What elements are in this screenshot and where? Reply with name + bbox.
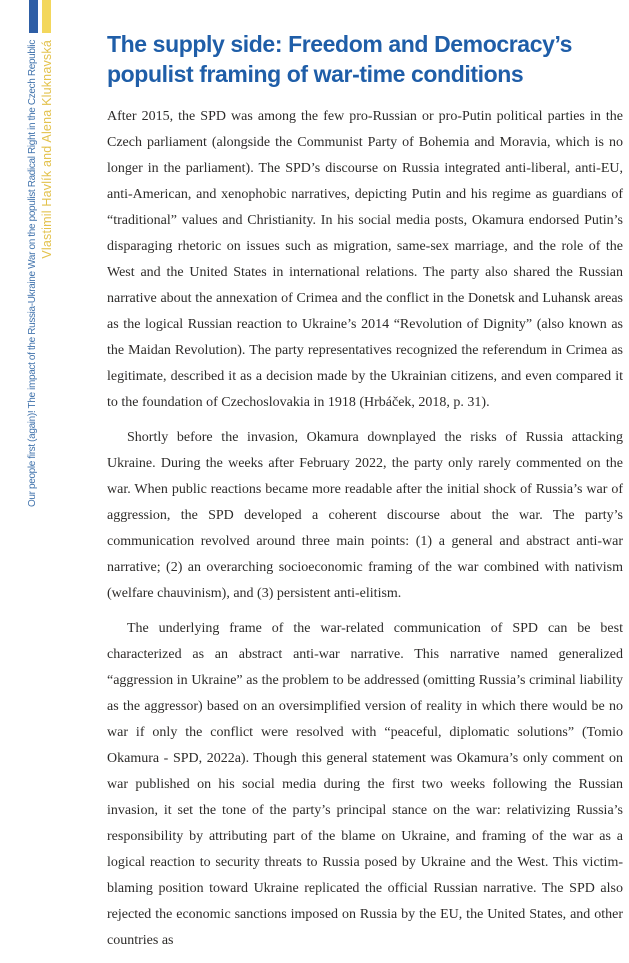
page-content [107,0,623,963]
running-header-title: Our people first (again)! The impact of the Russia-Ukraine War on the populist Radical Right in the Czech Republic [27,40,38,508]
section-title: The supply side: Freedom and Democracy’s populist framing of war-time conditions [107,31,573,87]
paragraph-1: After 2015, the SPD was among the few pro-Russian or pro-Putin political parties in the Czech parliament (alongside the Communist Party of Bohemia and Moravia, which is no longer in the parliament). The SPD’s discourse on Russia integrated anti-liberal, anti-EU, anti-American, and xenophobic narratives, depicting Putin and his regime as guardians of “traditional” values and Christianity. In his social media posts, Okamura endorsed Putin’s disparaging rhetoric on issues such as migration, same-sex marriage, and the role of the West and the United States in international relations. The party also shared the Russian narrative about the annexation of Crimea and the conflict in the Donetsk and Luhansk areas as the logical Russian reaction to Ukraine’s 2014 “Revolution of Dignity” (also known as the Maidan Revolution). The party representatives recognized the referendum in Crimea as legitimate, described it as a decision made by the Ukrainian citizens, and even compared it to the foundation of Czechoslovakia in 1918 (Hrbáček, 2018, p. 31). [107,109,623,410]
paragraph-2: Shortly before the invasion, Okamura downplayed the risks of Russia attacking Ukraine. During the weeks after February 2022, the party only rarely commented on the war. When public reactions became more readable after the initial shock of Russia’s war of aggression, the SPD developed a coherent discourse about the war. The party’s communication revolved around three main points: (1) a general and abstract anti-war narrative; (2) an overarching socioeconomic framing of the war combined with nativism (welfare chauvinism), and (3) persistent anti-elitism. [107,430,623,601]
running-header-authors: Vlastimil Havlík and Alena Kluknavská [40,40,54,259]
page-margin-sidebar [0,0,90,951]
flag-yellow-bar [42,0,51,33]
flag-blue-bar [29,0,38,33]
paragraph-3: The underlying frame of the war-related communication of SPD can be best characterized as an abstract anti-war narrative. This narrative named generalized “aggression in Ukraine” as the problem to be addressed (omitting Russia’s criminal liability as the aggressor) based on an oversimplified version of reality in which there would be no war if only the conflict were resolved with “peaceful, diplomatic solutions” (Tomio Okamura - SPD, 2022a). Though this general statement was Okamura’s only comment on war published on his social media during the first two weeks following the Russian invasion, it set the tone of the party’s principal stance on the war: relativizing Russia’s responsibility by attributing part of the blame on Ukraine, and framing of the war as a logical reaction to security threats to Russia posed by Ukraine and the West. This victim-blaming position toward Ukraine replicated the official Russian narrative. The SPD also rejected the economic sanctions imposed on Russia by the EU, the United States, and other countries as [107,621,623,948]
